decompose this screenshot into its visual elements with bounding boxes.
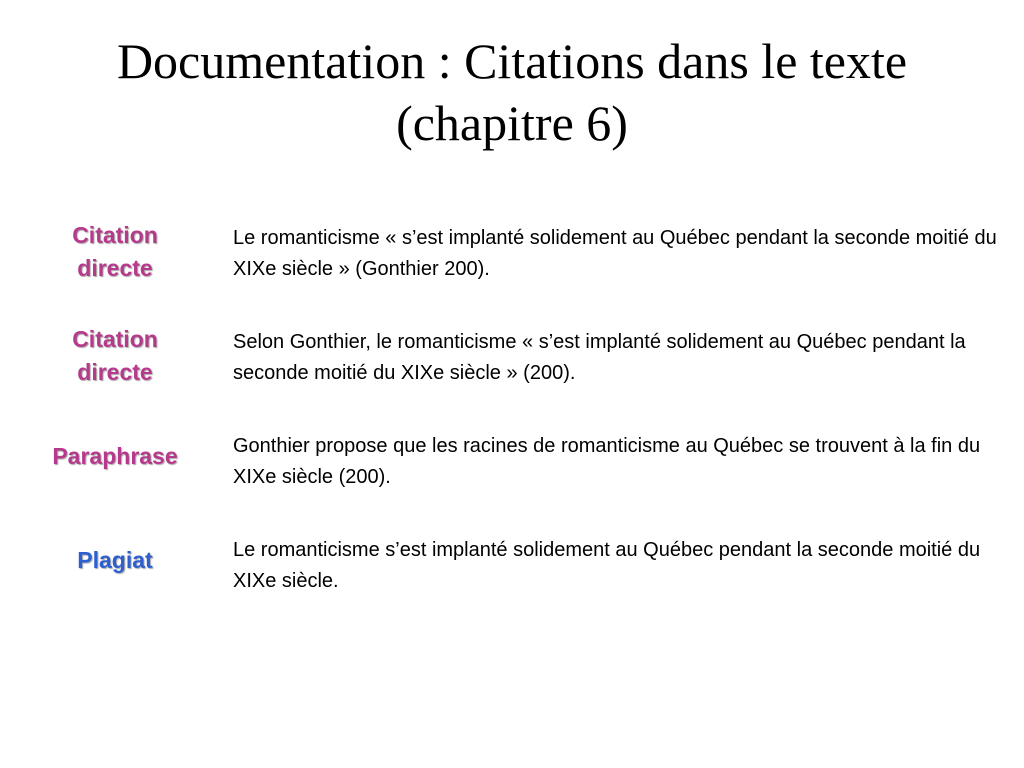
row-example-text: Gonthier propose que les racines de romanticisme au Québec se trouvent à la fin du XIXe siècle (200). (233, 435, 981, 488)
row-example-text: Le romanticisme « s’est implanté solidement au Québec pendant la seconde moitié du XIXe siècle » (Gonthier 200). (233, 227, 997, 280)
slide-title: Documentation : Citations dans le texte (chapitre 6) (116, 33, 908, 151)
row-label-line1: Citation (72, 326, 158, 352)
row-example-text: Selon Gonthier, le romanticisme « s’est implanté solidement au Québec pendant la seconde moitié du XIXe siècle » (200). (233, 331, 966, 384)
row-label-line1: Paraphrase (52, 443, 178, 469)
row-example-text: Le romanticisme s’est implanté solidement au Québec pendant la seconde moitié du XIXe siècle. (233, 539, 981, 592)
row-label-citation-directe-2 (30, 323, 200, 389)
row-label-line1: Citation (72, 222, 158, 248)
row-label-line1: Plagiat (77, 547, 153, 573)
row-label-line2: directe (77, 359, 153, 385)
row-label-paraphrase (30, 440, 200, 473)
row-label-citation-directe-1 (30, 219, 200, 285)
row-label-line2: directe (77, 255, 153, 281)
row-label-plagiat (30, 544, 200, 577)
